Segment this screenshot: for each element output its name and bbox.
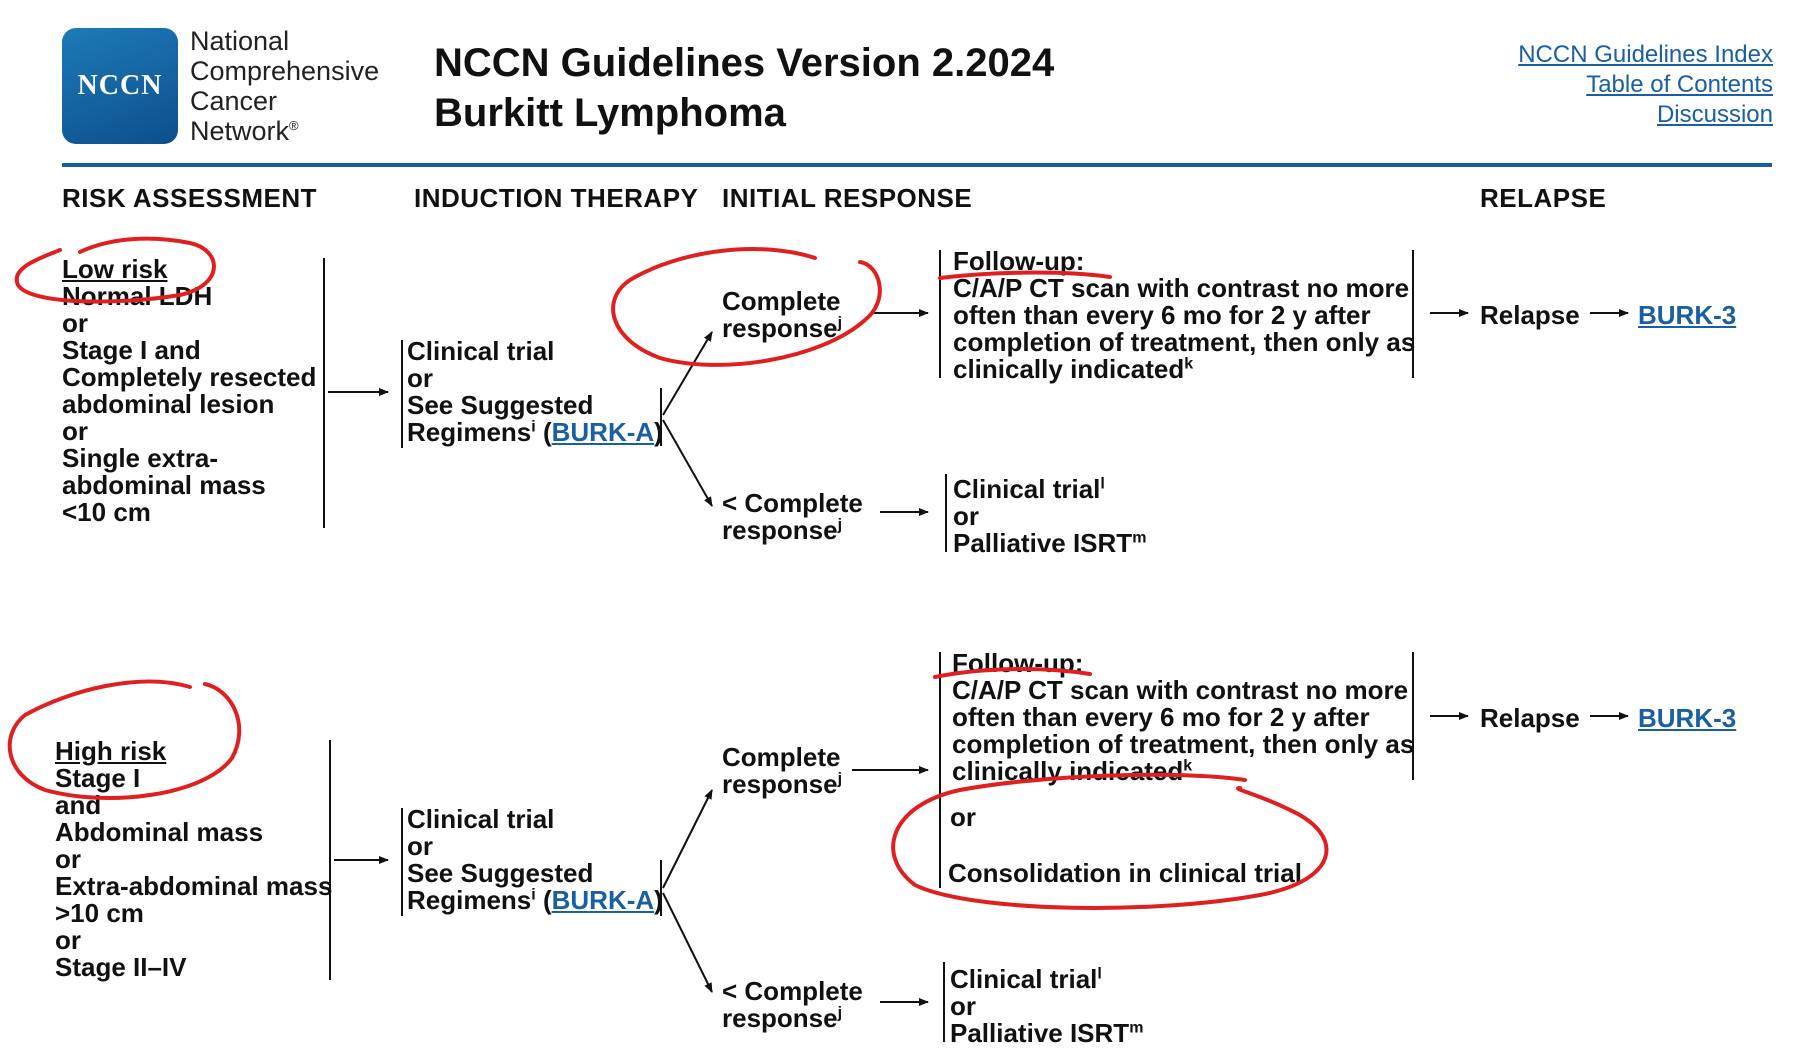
tx-line: Clinical trial$^l$ xyxy=(953,474,1105,504)
followup-line: C/A/P CT scan with contrast no more xyxy=(952,675,1409,705)
induction-line: or xyxy=(407,831,433,861)
response-line: response$^j$ xyxy=(722,515,843,545)
criteria-line: Extra-abdominal mass xyxy=(55,871,333,901)
guidelines-index-link[interactable]: NCCN Guidelines Index xyxy=(1518,41,1773,68)
response-line: response$^j$ xyxy=(722,769,843,799)
criteria-line: abdominal mass xyxy=(62,470,266,500)
col-initial-response: INITIAL RESPONSE xyxy=(722,183,973,213)
induction-line: See Suggested xyxy=(407,858,594,888)
burk-a-link[interactable]: BURK-A xyxy=(551,417,655,447)
criteria-line: <10 cm xyxy=(62,497,151,527)
criteria-line: or xyxy=(62,416,88,446)
tx-line: Palliative ISRT$^m$ xyxy=(953,528,1147,558)
response-line: Complete xyxy=(722,742,841,772)
org-name-line: Comprehensive xyxy=(190,56,380,86)
annotation-circle-low-risk xyxy=(17,239,214,302)
title-version: NCCN Guidelines Version 2.2024 xyxy=(434,41,1055,85)
criteria-line: and xyxy=(55,790,102,820)
tx-line: Clinical trial$^l$ xyxy=(950,964,1102,994)
induction-line: Clinical trial xyxy=(407,336,555,366)
response-line: response$^j$ xyxy=(722,1003,843,1033)
induction-line: Regimens$^i$ (BURK-A) xyxy=(407,885,663,915)
high-risk-title: High risk xyxy=(55,736,167,766)
org-name-line: Network® xyxy=(190,116,299,146)
criteria-line: Stage II–IV xyxy=(55,952,187,982)
criteria-line: Stage I xyxy=(55,763,141,793)
org-name-line: Cancer xyxy=(190,86,278,116)
tx-line: or xyxy=(953,501,979,531)
low-burk3-link[interactable]: BURK-3 xyxy=(1638,300,1737,330)
followup-line: completion of treatment, then only as xyxy=(952,729,1415,759)
criteria-line: abdominal lesion xyxy=(62,389,275,419)
criteria-line: Stage I and xyxy=(62,335,201,365)
tx-line: or xyxy=(950,991,976,1021)
response-line: < Complete xyxy=(722,488,863,518)
response-line: response$^j$ xyxy=(722,313,843,343)
discussion-link[interactable]: Discussion xyxy=(1656,101,1773,128)
col-risk-assessment: RISK ASSESSMENT xyxy=(62,183,318,213)
org-name-line: National xyxy=(190,26,290,56)
table-of-contents-link[interactable]: Table of Contents xyxy=(1586,71,1773,98)
followup-line: often than every 6 mo for 2 y after xyxy=(952,702,1370,732)
annotation-circle-high-risk xyxy=(10,682,240,798)
followup-title: Follow-up: xyxy=(952,648,1084,678)
induction-line: See Suggested xyxy=(407,390,594,420)
followup-line: C/A/P CT scan with contrast no more xyxy=(953,273,1410,303)
annotation-circle-complete-response xyxy=(613,249,880,365)
induction-line: Regimens$^i$ (BURK-A) xyxy=(407,417,663,447)
logo-abbr: NCCN xyxy=(77,70,163,101)
high-or-text: or xyxy=(950,802,976,832)
criteria-line: Completely resected xyxy=(62,362,317,392)
response-line: Complete xyxy=(722,286,841,316)
col-induction-therapy: INDUCTION THERAPY xyxy=(414,183,699,213)
title-disease: Burkitt Lymphoma xyxy=(434,91,786,135)
criteria-line: >10 cm xyxy=(55,898,144,928)
response-line: < Complete xyxy=(722,976,863,1006)
followup-title: Follow-up: xyxy=(953,246,1085,276)
criteria-line: or xyxy=(62,308,88,338)
annotation-circle-consolidation xyxy=(893,775,1326,908)
high-relapse: Relapse xyxy=(1480,703,1580,733)
low-relapse: Relapse xyxy=(1480,300,1580,330)
followup-line: completion of treatment, then only as xyxy=(953,327,1416,357)
tx-line: Palliative ISRT$^m$ xyxy=(950,1018,1144,1048)
high-consolidation: Consolidation in clinical trial xyxy=(948,858,1302,888)
criteria-line: Abdominal mass xyxy=(55,817,264,847)
annotation-underline-low-followup xyxy=(940,273,1110,278)
annotation-underline-high-followup xyxy=(935,669,1090,677)
induction-line: or xyxy=(407,363,433,393)
criteria-line: or xyxy=(55,925,81,955)
followup-line: clinically indicated$^k$ xyxy=(952,756,1193,786)
high-burk3-link[interactable]: BURK-3 xyxy=(1638,703,1737,733)
burk-a-link[interactable]: BURK-A xyxy=(551,885,655,915)
induction-line: Clinical trial xyxy=(407,804,555,834)
criteria-line: Normal LDH xyxy=(62,281,213,311)
followup-line: clinically indicated$^k$ xyxy=(953,354,1194,384)
col-relapse: RELAPSE xyxy=(1480,183,1607,213)
low-risk-title: Low risk xyxy=(62,254,168,284)
criteria-line: or xyxy=(55,844,81,874)
criteria-line: Single extra- xyxy=(62,443,219,473)
followup-line: often than every 6 mo for 2 y after xyxy=(953,300,1371,330)
